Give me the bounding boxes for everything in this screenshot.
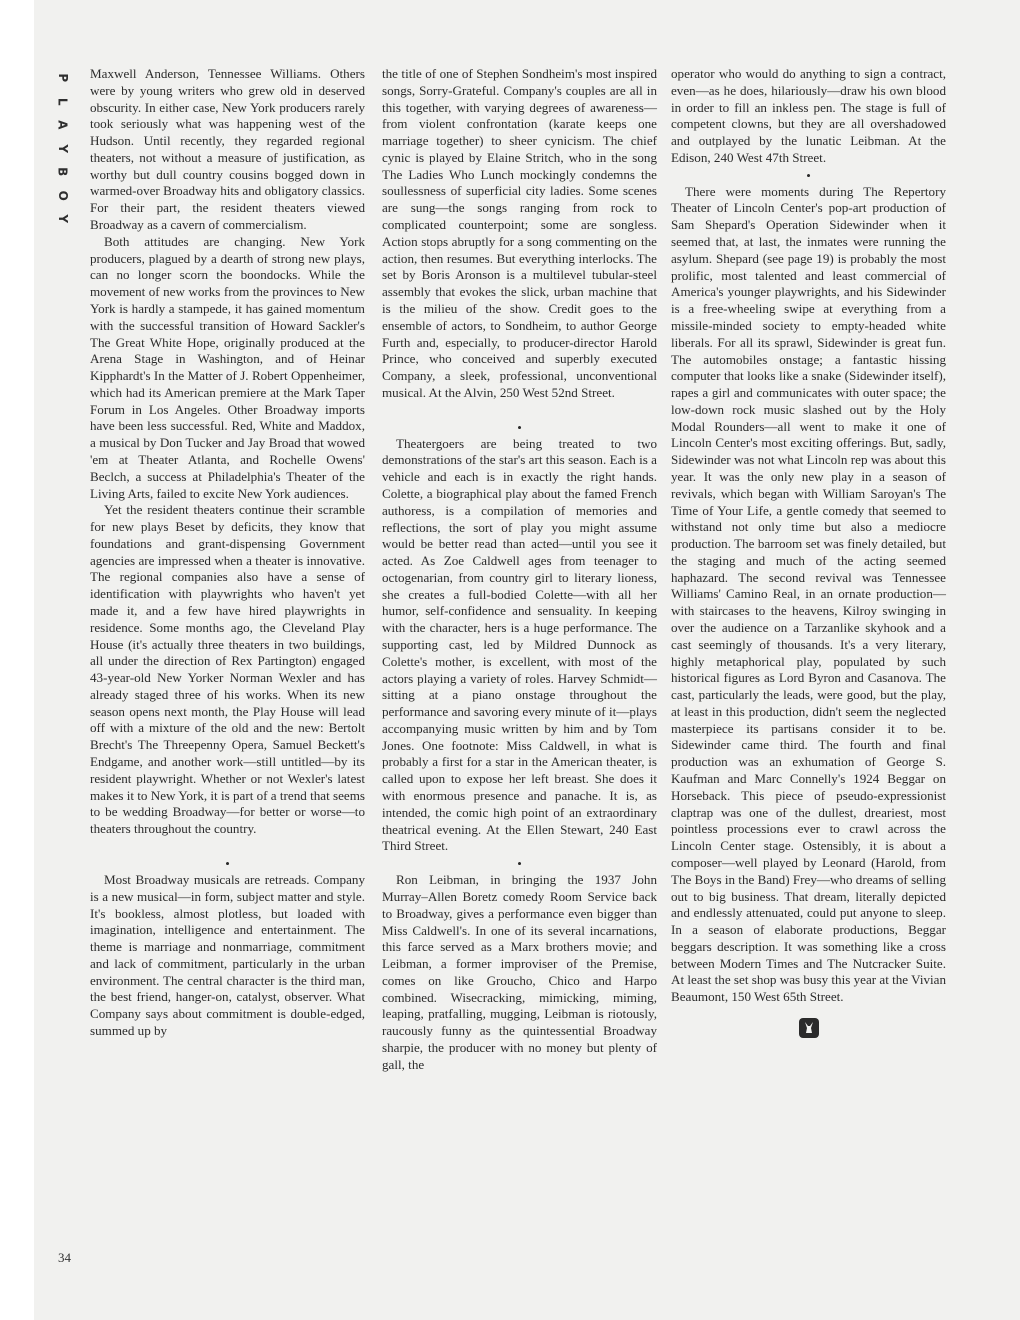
masthead-letter: Y bbox=[55, 214, 70, 224]
masthead-letter: Y bbox=[55, 143, 70, 153]
masthead-letter: O bbox=[55, 190, 70, 201]
section-separator: • bbox=[806, 167, 811, 183]
masthead-letter: L bbox=[55, 97, 70, 106]
paragraph: Ron Leibman, in bringing the 1937 John Murray–Allen Boretz comedy Room Service back to Broadway, gives a performance even bigger than Miss Caldwell's. In one of its several incarnations, this farce served as a Marx brothers movie; and Leibman, a former improviser of the Premise, comes on like Groucho, Chico and Harpo combined. Wisecracking, mimicking, miming, leaping, pratfalling, mugging, Leibman is riotously, raucously funny as the quintessential Broadway sharpie, the producer with no money but plenty of gall, the bbox=[382, 872, 657, 1072]
rabbit-head-logo-icon bbox=[799, 1018, 819, 1038]
article-column-3 bbox=[671, 66, 946, 1038]
masthead-letter: B bbox=[55, 167, 70, 177]
section-separator: • bbox=[517, 856, 522, 872]
article-column-2 bbox=[382, 66, 657, 1074]
paragraph: operator who would do anything to sign a contract, even—as he does, hilariously—draw his own blood in order to fill an inkless pen. The stage is full of competent clowns, but they are all overshadowed and outplayed by the lunatic Leibman. At the Edison, 240 West 47th Street. bbox=[671, 66, 946, 165]
section-separator: • bbox=[517, 419, 522, 435]
page-margin bbox=[0, 0, 34, 1320]
section-separator: • bbox=[225, 855, 230, 871]
page-number: 34 bbox=[58, 1250, 71, 1265]
paragraph: Theatergoers are being treated to two demonstrations of the star's art this season. Each is a vehicle and each is in exactly the right hands. Colette, a biographical play about the famed French authoress, is a compilation of memories and reflections, the sort of play you might assume would be better read than acted—until you see it acted. As Zoe Caldwell ages from teenager to octogenarian, from country girl to literary lioness, she creates a full-bodied Colette—with all her humor, self-confidence and sensuality. In keeping with the character, hers is a huge performance. The supporting cast, led by Mildred Dunnock as Colette's mother, is excellent, with most of the actors playing a variety of roles. Harvey Schmidt—sitting at a piano onstage throughout the performance and savoring every minute of it—plays accompanying music written by him and by Tom Jones. One footnote: Miss Caldwell, in what is probably a first for a star in the American theater, is called upon to expose her left breast. She does it with enormous presence and panache. It is, as intended, the comic high point of an extraordinary theatrical evening. At the Ellen Stewart, 240 East Third Street. bbox=[382, 435, 657, 854]
playboy-masthead bbox=[52, 66, 72, 231]
paragraph: Most Broadway musicals are retreads. Company is a new musical—in form, subject matter and style. It's bookless, almost plotless, but loaded with imagination, intelligence and entertainment. The theme is marriage and nonmarriage, commitment and lack of commitment, particularly in the urban environment. The central character is the third man, the best friend, hanger-on, catalyst, observer. What Company says about commitment is double-edged, summed up by bbox=[90, 871, 365, 1038]
paragraph: the title of one of Stephen Sondheim's most inspired songs, Sorry-Grateful. Company's couples are all in this together, with varying degrees of awareness—from violent confrontation (karate keeps one marriage together) to sheer cynicism. The chief cynic is played by Elaine Stritch, who in the song The Ladies Who Lunch mockingly condemns the soullessness of superficial city ladies. Some scenes are sung—the songs ranging from rock to complicated counterpoint; some are songless. Action stops abruptly for a song commenting on the action, then resumes. But everything interlocks. The set by Boris Aronson is a multilevel tubular-steel assembly that evokes the slick, urban machine that is the milieu of the show. Credit goes to the ensemble of actors, to Sondheim, to author George Furth and, especially, to producer-director Harold Prince, who conceived and superbly executed Company, a sleek, professional, unconventional musical. At the Alvin, 250 West 52nd Street. bbox=[382, 66, 657, 400]
masthead-letter: P bbox=[55, 73, 70, 83]
article-column-1 bbox=[90, 66, 365, 1040]
paragraph: There were moments during The Repertory Theater of Lincoln Center's pop-art production of Sam Shepard's Operation Sidewinder when it seemed that, at last, the inmates were running the asylum. Shepard (see page 19) is probably the most prolific, most talented and least commercial of America's younger playwrights, and his Sidewinder is a free-wheeling swipe at everything from a missile-minded society to empty-headed white liberals. For all its sprawl, Sidewinder is great fun. The automobiles onstage; a fantastic hissing computer that looks like a snake (Sidewinder itself), rapes a girl and communicates with outer space; the low-down rock music slashed out by the Holy Modal Rounders—all went to make it one of Lincoln Center's most exciting offerings. But, sadly, Sidewinder was not what Lincoln rep was about this year. It was the only new play in a season of revivals, which began with William Saroyan's The Time of Your Life, a gentle comedy that seemed to withstand not only time but also a mediocre production. The barroom set was finely detailed, but the staging and much of the acting seemed haphazard. The second revival was Tennessee Williams' Camino Real, in an ornate production—with staircases to the heavens, Kilroy swinging in over the audience on a Tarzanlike skyhook and a cast seemingly of thousands. It's a very literary, highly metaphorical play, populated by such historical figures as Lord Byron and Casanova. The cast, particularly the leads, were good, but the play, at least in this production, didn't seem the neglected masterpiece its partisans consider it to be. Sidewinder came third. The fourth and final production was an exhumation of George S. Kaufman and Marc Connelly's 1924 Beggar on Horseback. This piece of pseudo-expressionist claptrap was one of the dullest, dreariest, most pointless processions ever to crawl across the Lincoln Center stage. Ostensibly, it is about a composer—well played by Leonard (Harold, from The Boys in the Band) Frey—who dreams of selling out to big business. That dream, literally depicted and endlessly attenuated, could put anyone to sleep. In a season of elaborate productions, Beggar beggars description. It was something like a cross between Modern Times and The Nutcracker Suite. At least the set shop was busy this year at the Vivian Beaumont, 150 West 65th Street. bbox=[671, 183, 946, 1005]
paragraph: Maxwell Anderson, Tennessee Williams. Others were by young writers who grew old in deserved obscurity. In either case, New York producers rarely took seriously what was happening west of the Hudson. Until recently, they regarded regional theaters, not without a measure of justification, as worthy but dull country cousins bogged down in warmed-over Broadway hits and obligatory classics. For their part, the resident theaters viewed Broadway as a cavern of commercialism. bbox=[90, 66, 365, 233]
paragraph: Yet the resident theaters continue their scramble for new plays Beset by deficits, they know that foundations and grant-dispensing Government agencies are impressed when a theater is innovative. The regional companies also have a sense of identification with playwrights who haven't yet made it, and a few have hired playwrights in residence. Some months ago, the Cleveland Play House (it's actually three theaters in two buildings, all under the direction of Rex Partington) engaged 43-year-old New Yorker Norman Wexler and has already staged three of his works. When its new season opens next month, the Play House will lead off with a mixture of the old and the new: Bertolt Brecht's The Threepenny Opera, Samuel Beckett's Endgame, and another work—still untitled—by its resident playwright. Whether or not Wexler's latest makes it to New York, it is part of a trend that seems to be wedding Broadway—for better or worse—to theaters throughout the country. bbox=[90, 502, 365, 837]
masthead-letter: A bbox=[55, 120, 70, 130]
paragraph: Both attitudes are changing. New York producers, plagued by a dearth of strong new plays, can no longer scorn the boondocks. While the movement of new works from the provinces to New York is hardly a stampede, it has gained momentum with the successful transition of Howard Sackler's The Great White Hope, originally produced at the Arena Stage in Washington, and of Heinar Kipphardt's In the Matter of J. Robert Oppenheimer, which had its American premiere at the Mark Taper Forum in Los Angeles. Other Broadway imports have been less successful. Red, White and Maddox, a musical by Don Tucker and Jay Broad that wowed 'em at Theater Atlanta, and Rochelle Owens' Beclch, a success at Philadelphia's Theater of the Living Arts, failed to excite New York audiences. bbox=[90, 233, 365, 501]
